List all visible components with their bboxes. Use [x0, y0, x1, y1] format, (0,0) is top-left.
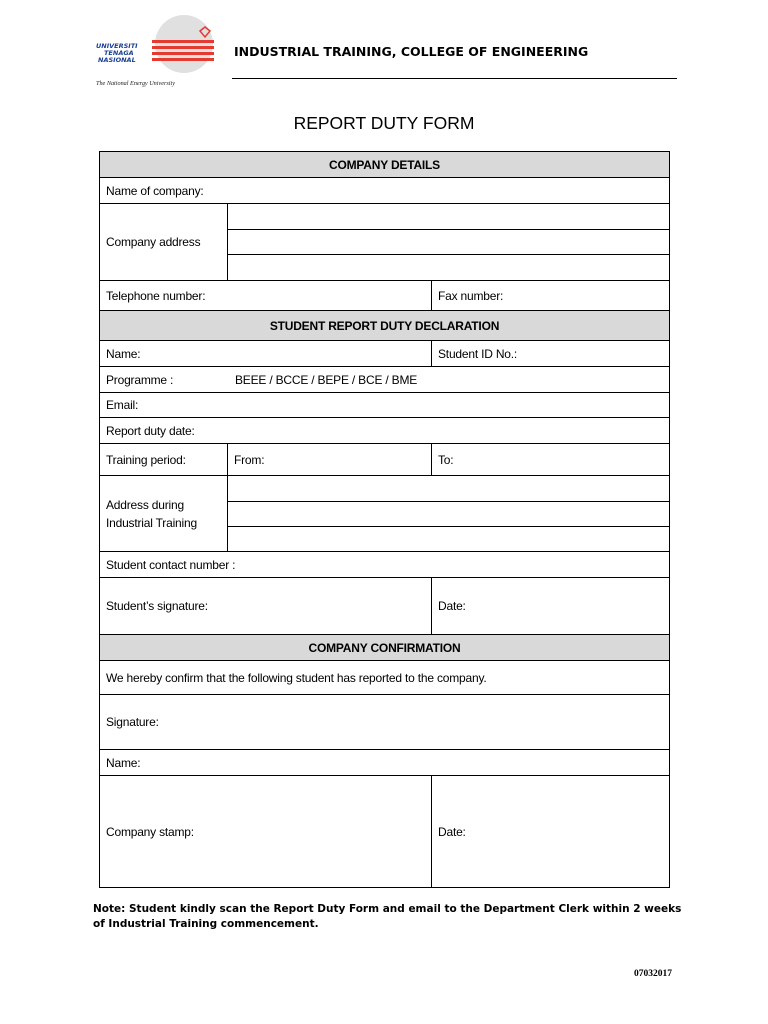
training-address-line-1[interactable]: [227, 475, 670, 502]
telephone-label: Telephone number:: [106, 288, 206, 303]
section-company-details: COMPANY DETAILS: [99, 151, 670, 178]
confirmation-statement-cell: [99, 660, 670, 695]
company-address-label-cell: [99, 203, 228, 281]
telephone-field[interactable]: [99, 280, 432, 311]
company-name-field[interactable]: [99, 177, 670, 204]
company-signature-field[interactable]: [99, 694, 670, 750]
logo-text-line2: TENAGA: [104, 49, 134, 57]
training-period-label: Training period:: [106, 452, 186, 467]
student-date-label: Date:: [438, 599, 466, 613]
programme-label: Programme :: [106, 372, 174, 387]
company-address-line-2[interactable]: [227, 229, 670, 255]
training-address-label: [106, 496, 197, 532]
report-duty-date-label: Report duty date:: [106, 423, 195, 438]
training-address-label-line2: Industrial Training: [106, 515, 197, 530]
training-to-label: To:: [438, 452, 454, 467]
company-stamp-field[interactable]: [99, 775, 432, 888]
form-title: REPORT DUTY FORM: [293, 113, 475, 133]
email-field[interactable]: [99, 392, 670, 418]
fax-field[interactable]: [431, 280, 670, 311]
confirmation-statement: We hereby confirm that the following student has reported to the company.: [106, 670, 487, 685]
report-duty-date-field[interactable]: [99, 417, 670, 444]
company-date-label: Date:: [438, 824, 466, 839]
header-title: INDUSTRIAL TRAINING, COLLEGE OF ENGINEERING: [234, 44, 589, 59]
company-person-name-label: Name:: [106, 755, 141, 770]
contact-number-label: Student contact number :: [106, 557, 236, 572]
student-id-field[interactable]: [431, 340, 670, 367]
training-to-field[interactable]: [431, 443, 670, 476]
fax-label: Fax number:: [438, 288, 504, 303]
company-stamp-label: Company stamp:: [106, 824, 194, 839]
company-date-field[interactable]: [431, 775, 670, 888]
training-from-field[interactable]: [227, 443, 432, 476]
student-id-label: Student ID No.:: [438, 346, 518, 361]
company-signature-label: Signature:: [106, 715, 159, 729]
company-address-line-3[interactable]: [227, 254, 670, 281]
training-from-label: From:: [234, 452, 265, 467]
logo-text-line3: NASIONAL: [98, 56, 136, 64]
section-student-declaration: STUDENT REPORT DUTY DECLARATION: [99, 310, 670, 341]
company-name-label: Name of company:: [106, 183, 204, 198]
header-divider: [232, 78, 677, 79]
company-address-label: Company address: [106, 235, 201, 249]
training-address-line-2[interactable]: [227, 501, 670, 527]
email-label: Email:: [106, 398, 139, 412]
programme-options[interactable]: BEEE / BCCE / BEPE / BCE / BME: [235, 373, 418, 387]
university-logo: [94, 14, 220, 90]
student-name-label: Name:: [106, 346, 141, 361]
student-date-field[interactable]: [431, 577, 670, 635]
training-period-label-cell: [99, 443, 228, 476]
student-name-field[interactable]: [99, 340, 432, 367]
student-signature-field[interactable]: [99, 577, 432, 635]
form-code: 07032017: [634, 969, 672, 979]
training-address-line-3[interactable]: [227, 526, 670, 552]
logo-text-line1: UNIVERSITI: [96, 42, 138, 50]
section-company-confirmation: COMPANY CONFIRMATION: [99, 634, 670, 661]
contact-number-field[interactable]: [99, 551, 670, 578]
student-signature-label: Student’s signature:: [106, 599, 208, 613]
training-address-label-line1: Address during: [106, 497, 184, 512]
company-person-name-field[interactable]: [99, 749, 670, 776]
company-address-line-1[interactable]: [227, 203, 670, 230]
submission-note: Note: Student kindly scan the Report Duty Form and email to the Department Clerk within 2 weeks of Industrial Training commencement.: [93, 903, 682, 930]
logo-tagline: The National Energy University: [96, 80, 175, 87]
training-address-label-cell: [99, 475, 228, 552]
